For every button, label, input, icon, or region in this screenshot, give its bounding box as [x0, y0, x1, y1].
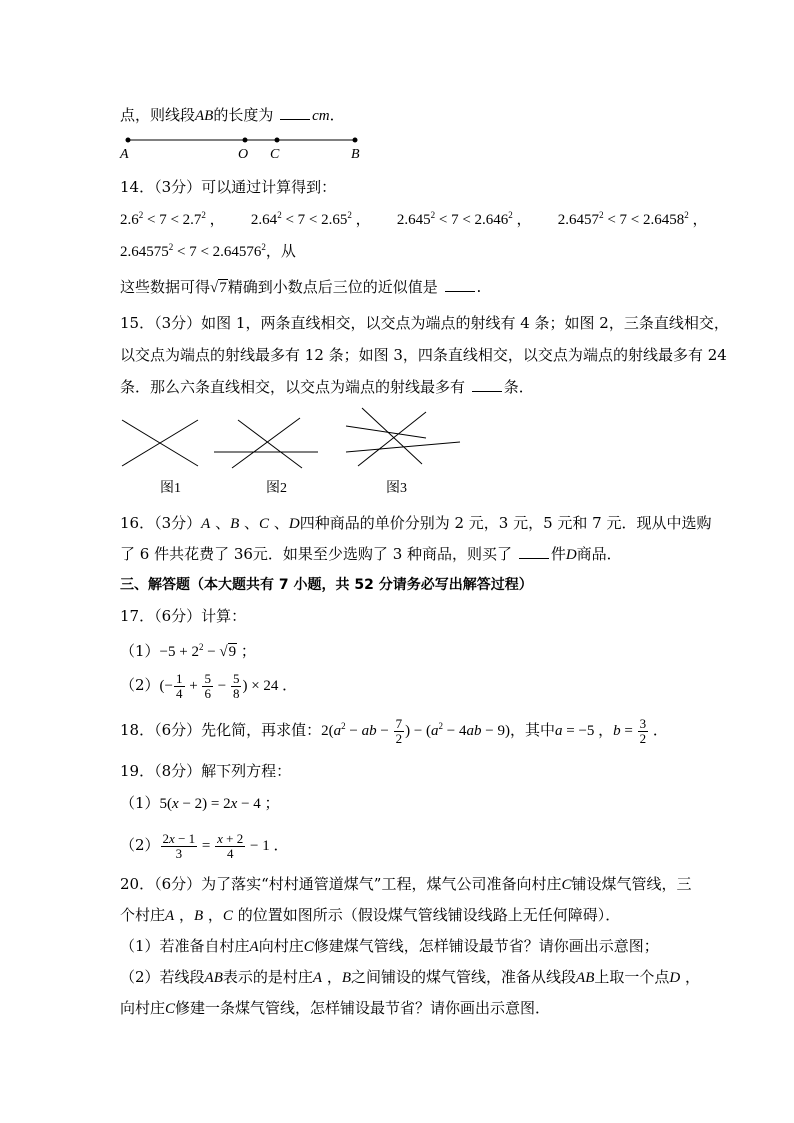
q13-text-pre: 点，则线段: [120, 106, 196, 124]
q15-figures: [110, 400, 470, 500]
q15-line3: [120, 376, 534, 397]
q13-line: [120, 104, 345, 125]
q20-line4-pre: （2）若线段: [120, 968, 205, 986]
q13-end: ．: [329, 106, 345, 124]
q16-line2: 了 6 件共花费了 36元．如果至少选购了 3 种商品，则买了 件D商品．: [120, 545, 622, 563]
figure-1: [122, 420, 198, 466]
q14-ineq-row2: $2.64575^2 < 7 < 2.64576^2$，从: [120, 242, 296, 260]
label-O: O: [238, 147, 249, 162]
q17-part2: （2）(− $\frac{1}{4}$ + $\frac{5}{6}$ − $\frac{5}{8}$ ) × 24 ．: [120, 671, 298, 701]
q17-p2-label: （2）: [120, 675, 160, 694]
q18-mid: ，其中: [509, 720, 555, 739]
q17-head: 17．（6分）计算：: [120, 607, 247, 625]
q20-line4: （2）若线段AB表示的是村庄A ，B之间铺设的煤气管线，准备从线段AB上取一个点D ，: [120, 968, 700, 986]
q15-line3-pre: 条．那么六条直线相交，以交点为端点的射线最多有: [120, 378, 466, 396]
q19-p2-label: （2）: [120, 835, 160, 854]
q15-line3-post: 条．: [503, 378, 534, 396]
q18-head: 18．（6分）先化简，再求值：: [120, 720, 322, 739]
q13-text-mid: 的长度为: [213, 106, 274, 124]
q13-blank: [280, 107, 310, 120]
q20-line4-post: 上取一个点: [594, 968, 670, 986]
q20-line4-mid2: 之间铺设的煤气管线，准备从线段: [351, 968, 577, 986]
q14-tail-post: 精确到小数点后三位的近似值是: [227, 278, 438, 296]
q20-line2-post: 的位置如图所示（假设煤气管线铺设线路上无任何障碍）．: [237, 906, 621, 924]
q16-line1: 16．（3分）A 、B 、C 、D四种商品的单价分别为 2 元，3 元，5 元和 7 元．现从中选购: [120, 514, 712, 532]
q13-segment-figure: [115, 130, 375, 165]
q16-line2-pre: 了 6 件共花费了 36元．如果至少选购了 3 种商品，则买了: [120, 545, 513, 563]
q20-line3-post: 修建煤气管线，怎样铺设最节省？请你画出示意图；: [313, 937, 659, 955]
q20-line2: 个村庄A ，B ，C 的位置如图所示（假设煤气管线铺设线路上无任何障碍）．: [120, 906, 621, 924]
fig3-label: 图3: [386, 481, 407, 496]
q16-line2-end: 商品．: [576, 545, 622, 563]
q14-tail: 这些数据可得√7精确到小数点后三位的近似值是 .: [120, 278, 482, 296]
q19-part1: （1）5(x − 2) = 2x − 4 ；: [120, 794, 280, 812]
label-B: B: [351, 147, 360, 162]
q16-blank: [519, 546, 549, 559]
q19-p1-label: （1）: [120, 794, 160, 812]
section-3-heading: 三、解答题（本大题共有 7 小题，共 52 分请务必写出解答过程）: [120, 577, 533, 593]
q15-blank: [472, 379, 502, 392]
q16-line1-post: 四种商品的单价分别为 2 元，3 元，5 元和 7 元．现从中选购: [299, 514, 712, 532]
q17-p1-label: （1）: [120, 642, 160, 660]
q18-line: 18．（6分）先化简，再求值：$2(a^2$ − ab − $\frac{7}{2}$ ) − $(a^2 - 4ab - 9)$，其中a = −5 ，b = $\frac{3}{2}$ ．: [120, 716, 668, 746]
q20-line3-mid: 向村庄: [258, 937, 304, 955]
q15-line2: 以交点为端点的射线最多有 12 条；如图 3，四条直线相交，以交点为端点的射线最多有 24: [120, 346, 727, 364]
q14-ineq-row1: $2.6^2 < 7 < 2.7^2$ ， $2.64^2 < 7 < 2.65^2$ ， $2.645^2 < 7 < 2.646^2$ ， $2.6457^2 < 7 < 2.6458^2$ ，: [120, 210, 708, 228]
q20-line3-pre: （1）若准备自村庄: [120, 937, 250, 955]
q16-line2-post: 件: [550, 545, 566, 563]
q13-unit: cm: [312, 108, 330, 124]
q20-line4-mid: 表示的是村庄: [222, 968, 313, 986]
q20-line2-pre: 个村庄: [120, 906, 166, 924]
q19-head: 19．（8分）解下列方程：: [120, 762, 292, 780]
q20-line1-end: 铺设煤气管线，三: [571, 875, 692, 893]
q20-line3: （1）若准备自村庄A向村庄C修建煤气管线，怎样铺设最节省？请你画出示意图；: [120, 937, 659, 955]
q20-line5: 向村庄C修建一条煤气管线，怎样铺设最节省？请你画出示意图．: [120, 999, 551, 1017]
q14-end: .: [476, 278, 482, 296]
q20-line1: 20．（6分）为了落实“村村通管道煤气”工程，煤气公司准备向村庄C铺设煤气管线，三: [120, 875, 692, 893]
q15-line1: 15．（3分）如图 1，两条直线相交，以交点为端点的射线有 4 条；如图 2，三条直线相交，: [120, 314, 729, 332]
q16-line1-pre: 16．（3分）: [120, 514, 202, 532]
q20-line5-pre: 向村庄: [120, 999, 166, 1017]
figure-3: [346, 408, 460, 466]
q17-part1: $(1)-5 + 2^2 - √9$ ；: [120, 642, 256, 660]
fig1-label: 图1: [160, 481, 181, 496]
fig2-label: 图2: [266, 481, 287, 496]
q14-tail-pre: 这些数据可得: [120, 278, 211, 296]
q14-blank: [445, 279, 475, 292]
q14-from: ，从: [265, 244, 296, 260]
q14-head: 14．（3分）可以通过计算得到：: [120, 178, 337, 196]
q19-part2: （2） $\frac{2x - 1}{3}$ = $\frac{x + 2}{4}$ − 1 ．: [120, 831, 289, 861]
q20-line5-post: 修建一条煤气管线，怎样铺设最节省？请你画出示意图．: [175, 999, 551, 1017]
q20-line1-text: 20．（6分）为了落实“村村通管道煤气”工程，煤气公司准备向村庄: [120, 875, 562, 893]
figure-2: [214, 418, 318, 468]
q13-ab: AB: [195, 108, 214, 124]
label-C: C: [270, 147, 280, 162]
label-A: A: [120, 147, 129, 162]
